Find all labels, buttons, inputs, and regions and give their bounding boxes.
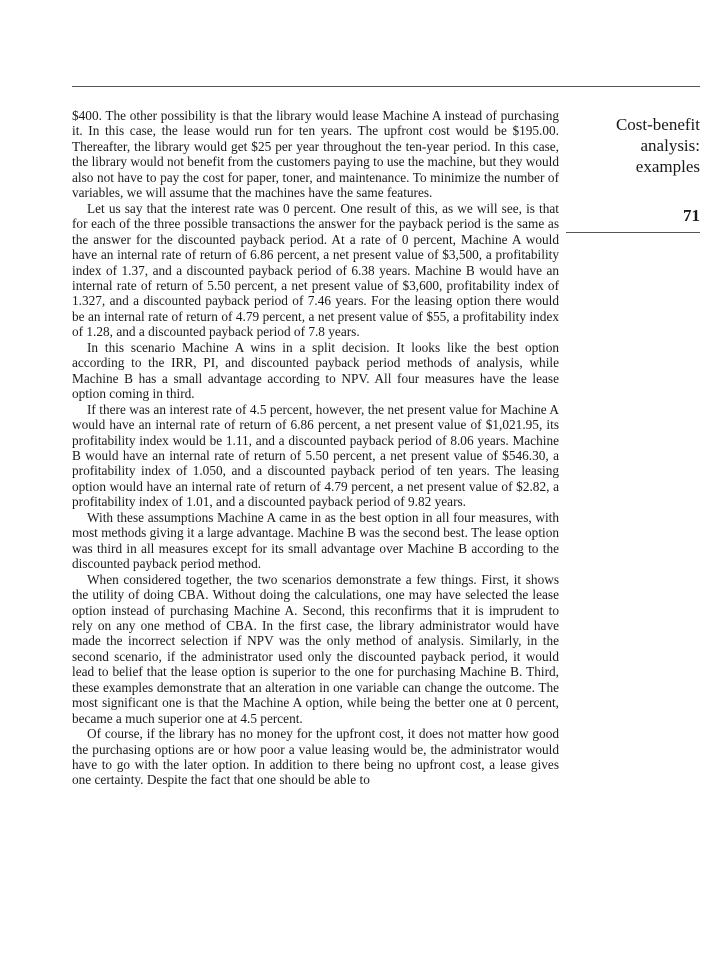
paragraph: $400. The other possibility is that the library would lease Machine A instead of purchasing it. In this case, the lease would run for ten years. The upfront cost would be $195.00. Thereafter, the library would get $25 per year throughout the ten-year period. In this case, the library would not benefit from the customers paying to use the machine, but they would also not have to pay the cost for paper, toner, and maintenance. To minimize the number of variables, we will assume that the machines have the same features. bbox=[72, 108, 559, 201]
section-title-line: examples bbox=[635, 157, 700, 176]
section-title-line: analysis: bbox=[640, 136, 700, 155]
section-title-line: Cost-benefit bbox=[615, 115, 700, 134]
body-text bbox=[72, 108, 559, 788]
paragraph: In this scenario Machine A wins in a split decision. It looks like the best option according to the IRR, PI, and discounted payback period methods of analysis, while Machine B has a small advantage according to NPV. All four measures have the lease option coming in third. bbox=[72, 339, 559, 402]
paragraph: With these assumptions Machine A came in as the best option in all four measures, with most methods giving it a large advantage. Machine B was the second best. The lease option was third in all measures except for its small advantage over Machine B according to the discounted payback period method. bbox=[72, 509, 559, 572]
running-header bbox=[566, 108, 700, 225]
paragraph: If there was an interest rate of 4.5 percent, however, the net present value for Machine A would have an internal rate of return of 6.86 percent, a net present value of $1,021.95, its profitability index would be 1.11, and a discounted payback period of 8.06 years. Machine B would have an internal rate of return of 5.50 percent, a net present value of $546.30, a profitability index of 1.050, and a discounted payback period of ten years. The leasing option would have an internal rate of return of 4.79 percent, a net present value of $2.82, a profitability index of 1.01, and a discounted payback period of 9.82 years. bbox=[72, 401, 559, 510]
sidebar-rule bbox=[566, 232, 700, 233]
section-title bbox=[566, 114, 700, 177]
paragraph: Let us say that the interest rate was 0 percent. One result of this, as we will see, is that for each of the three possible transactions the answer for the payback period is the same as the answer for the discounted payback period. At a rate of 0 percent, Machine A would have an internal rate of return of 6.86 percent, a net present value of $3,500, a profitability index of 1.37, and a discounted payback period of 6.38 years. Machine B would have an internal rate of return of 5.50 percent, a net present value of $3,600, profitability index of 1.327, and a discounted payback period of 7.46 years. For the leasing option there would be an internal rate of return of 4.79 percent, a net present value of $55, a profitability index of 1.28, and a discounted payback period of 7.8 years. bbox=[72, 200, 559, 340]
page-number: 71 bbox=[683, 206, 700, 225]
paragraph: Of course, if the library has no money for the upfront cost, it does not matter how good the purchasing options are or how poor a value leasing would be, the administrator would have to go with the later option. In addition to there being no upfront cost, a lease gives one certainty. Despite the fact that one should be able to bbox=[72, 726, 559, 788]
header-rule bbox=[72, 86, 700, 87]
paragraph: When considered together, the two scenarios demonstrate a few things. First, it shows the utility of doing CBA. Without doing the calculations, one may have selected the lease option instead of purchasing Machine A. Second, this reconfirms that it is imprudent to rely on any one method of CBA. In the first case, the library administrator would have made the incorrect selection if NPV was the only method of analysis. Similarly, in the second scenario, if the administrator used only the discounted payback period, it would lead to belief that the lease option is superior to the one for purchasing Machine B. Third, these examples demonstrate that an alteration in one variable can change the outcome. The most significant one is that the Machine A option, while being the better one at 0 percent, became a much superior one at 4.5 percent. bbox=[72, 571, 559, 726]
